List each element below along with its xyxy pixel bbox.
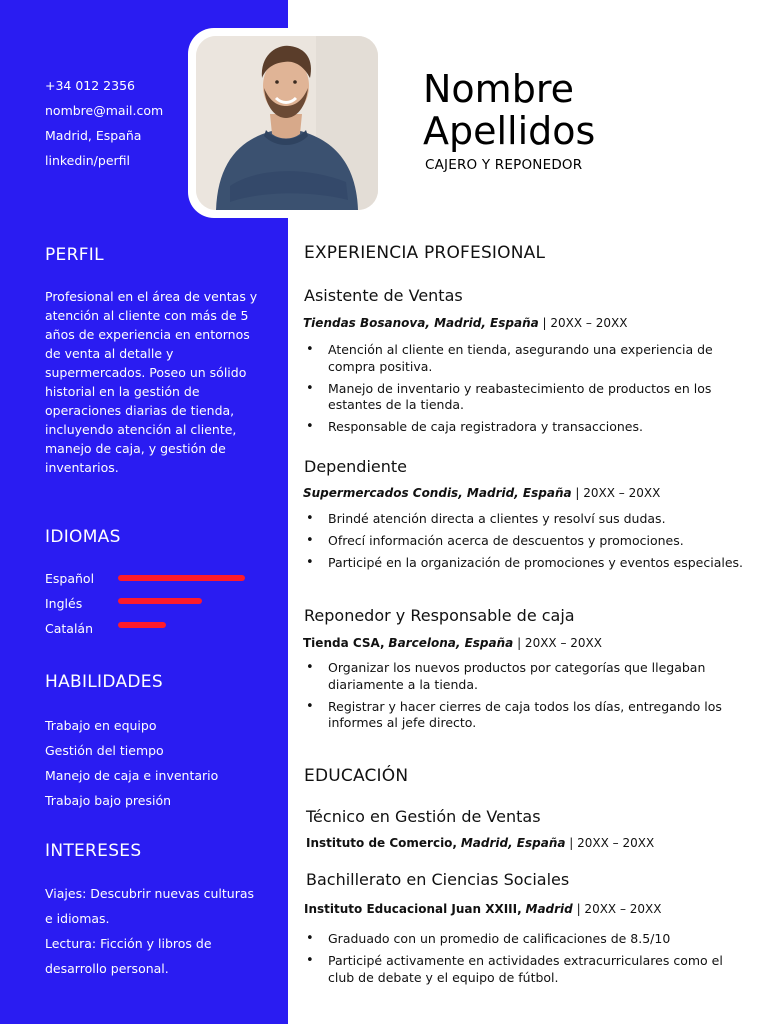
job-company: Supermercados Condis, Madrid, España [303, 486, 572, 500]
perfil-text: Profesional en el área de ventas y atención al cliente con más de 5 años de experiencia en entornos de venta al detalle y supermercados. Poseo un sólido historial en la gestión de operaciones diarias de tienda, incluyendo atención al cliente, manejo de caja, y gestión de inventarios. [45, 289, 258, 475]
language-level-bar [118, 598, 202, 604]
job-title: Dependiente [304, 457, 408, 476]
edu-institution: Instituto de Comercio, [306, 836, 457, 850]
intereses-list [45, 881, 265, 981]
edu-location: Madrid, España [460, 836, 566, 850]
job-dates: | 20XX – 20XX [542, 316, 628, 330]
edu-institution-line [304, 902, 662, 916]
contact-email: nombre@mail.com [45, 103, 164, 118]
edu-title: Bachillerato en Ciencias Sociales [306, 870, 570, 889]
educacion-heading: EDUCACIÓN [304, 766, 409, 786]
skills-list [45, 713, 218, 813]
language-level-bar [118, 622, 166, 628]
language-level-bar [118, 575, 245, 581]
list-item: • Registrar y hacer cierres de caja todos los días, entregando los informes al jefe directo. [304, 699, 744, 732]
job-dates: | 20XX – 20XX [575, 486, 661, 500]
edu-institution: Instituto Educacional Juan XXIII, [304, 902, 522, 916]
job-bullets [304, 660, 744, 737]
contact-phone: +34 012 2356 [45, 78, 135, 93]
list-item: • Ofrecí información acerca de descuentos y promociones. [304, 533, 744, 550]
interest-item: Lectura: Ficción y libros de desarrollo personal. [45, 936, 212, 976]
edu-title: Técnico en Gestión de Ventas [306, 807, 541, 826]
contact-block [45, 73, 163, 173]
list-item: • Responsable de caja registradora y transacciones. [304, 419, 744, 436]
edu-location: Madrid [525, 902, 573, 916]
last-name: Apellidos [423, 109, 596, 153]
language-label: Español [45, 571, 95, 586]
perfil-heading: PERFIL [45, 245, 104, 265]
job-company: Tiendas Bosanova, Madrid, España [303, 316, 539, 330]
job-company-line [303, 636, 602, 650]
intereses-heading: INTERESES [45, 841, 142, 861]
habilidades-heading: HABILIDADES [45, 672, 163, 692]
list-item: • Organizar los nuevos productos por categorías que llegaban diariamente a la tienda. [304, 660, 744, 693]
job-dates: | 20XX – 20XX [517, 636, 602, 650]
job-company: Tienda CSA, [303, 636, 385, 650]
list-item: • Participé en la organización de promociones y eventos especiales. [304, 555, 744, 572]
job-company-line [303, 486, 660, 500]
contact-location: Madrid, España [45, 128, 142, 143]
language-label: Inglés [45, 596, 83, 611]
list-item: • Manejo de inventario y reabastecimiento de productos en los estantes de la tienda. [304, 381, 744, 414]
language-label: Catalán [45, 621, 94, 636]
skill-item: Manejo de caja e inventario [45, 768, 219, 783]
edu-dates: | 20XX – 20XX [569, 836, 655, 850]
skill-item: Trabajo bajo presión [45, 793, 172, 808]
edu-dates: | 20XX – 20XX [576, 902, 662, 916]
job-company-line [303, 316, 627, 330]
skill-item: Trabajo en equipo [45, 718, 157, 733]
profile-photo [196, 36, 378, 210]
full-name [423, 68, 595, 152]
job-title: Reponedor y Responsable de caja [304, 606, 575, 625]
list-item: • Brindé atención directa a clientes y resolví sus dudas. [304, 511, 744, 528]
interest-item: Viajes: Descubrir nuevas culturas e idiomas. [45, 886, 255, 926]
first-name: Nombre [423, 67, 574, 111]
idiomas-heading: IDIOMAS [45, 527, 121, 547]
skill-item: Gestión del tiempo [45, 743, 164, 758]
edu-bullets [304, 931, 744, 992]
contact-linkedin: linkedin/perfil [45, 153, 131, 168]
job-title: Asistente de Ventas [304, 286, 463, 305]
experiencia-heading: EXPERIENCIA PROFESIONAL [304, 243, 546, 263]
person-illustration [196, 36, 378, 210]
job-company-location: Barcelona, España [388, 636, 514, 650]
edu-institution-line [306, 836, 654, 850]
job-bullets [304, 511, 744, 577]
job-role: CAJERO Y REPONEDOR [425, 157, 583, 173]
list-item: • Graduado con un promedio de calificaciones de 8.5/10 [304, 931, 744, 948]
job-bullets [304, 342, 744, 441]
list-item: • Participé activamente en actividades extracurriculares como el club de debate y el equipo de fútbol. [304, 953, 744, 986]
list-item: • Atención al cliente en tienda, asegurando una experiencia de compra positiva. [304, 342, 744, 375]
